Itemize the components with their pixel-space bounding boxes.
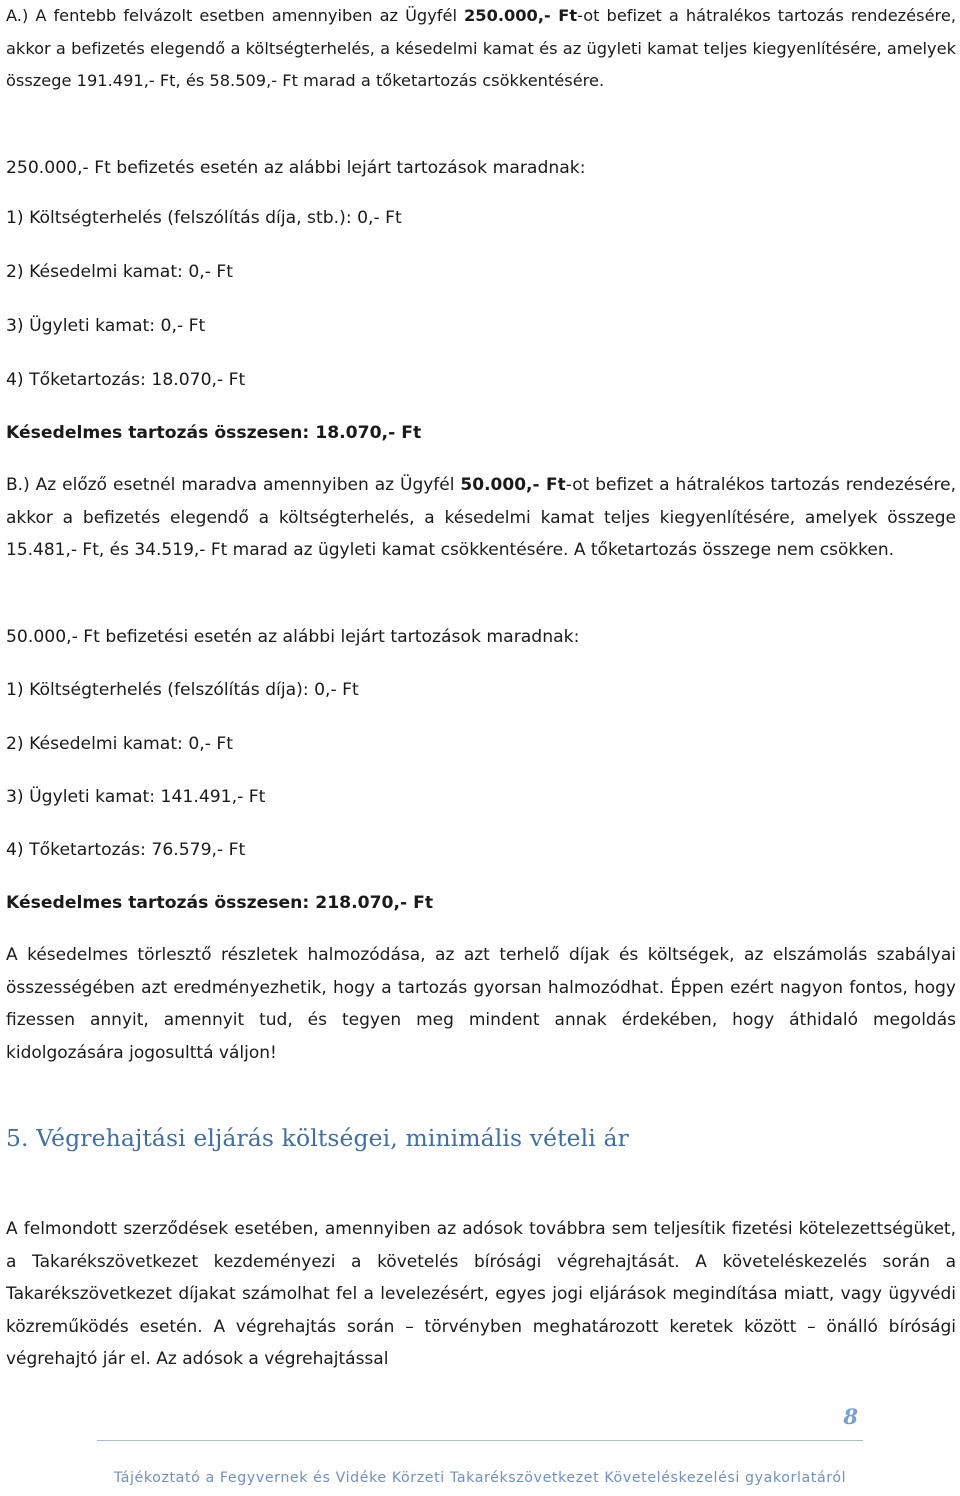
warning-paragraph: A késedelmes törlesztő részletek halmozódása, az azt terhelő díjak és költségek, az elszámolás szabályai összességében azt eredményezhetik, hogy a tartozás gyorsan halmozódhat. Éppen ezért nagyon fontos, hogy fizessen annyit, amennyit tud, és tegyen meg mindent annak érdekében, hogy áthidaló megoldás kidolgozására jogosulttá váljon!: [6, 945, 956, 1063]
case-a-text-1: A.) A fentebb felvázolt esetben amennyiben az Ügyfél: [6, 6, 465, 25]
case-b-item-2: 2) Késedelmi kamat: 0,- Ft: [6, 734, 234, 754]
case-a-amount: 250.000,- Ft: [464, 6, 578, 25]
section-5-paragraph: A felmondott szerződések esetében, amennyiben az adósok továbbra sem teljesítik fizetési kötelezettségüket, a Takarékszövetkezet kezdeményezi a követelés bírósági végrehajtását. A követeléskezelés során a Takarékszövetkezet díjakat számolhat fel a levelezésért, egyes jogi eljárások megindítása miatt, vagy ügyvédi közreműködés esetén. A végrehajtás során – törvényben meghatározott keretek között – önálló bírósági végrehajtó jár el. Az adósok a végrehajtással: [6, 1219, 956, 1369]
case-b-text-2: -ot befizet a hátralékos tartozás rendezésére, akkor a befizetés elegendő a költségterhelés, a késedelmi kamat teljes kiegyenlítésére, amelyek összege 15.481,- Ft, és 34.519,- Ft marad az ügyleti kamat csökkentésére. A tőketartozás összege nem csökken.: [6, 475, 956, 560]
case-b-item-4: 4) Tőketartozás: 76.579,- Ft: [6, 840, 246, 860]
case-a-paragraph: [6, 0, 956, 98]
case-b-item-1: 1) Költségterhelés (felszólítás díja): 0,- Ft: [6, 680, 359, 700]
section-5-heading: 5. Végrehajtási eljárás költségei, minimális vételi ár: [6, 1124, 629, 1152]
case-b-item-3: 3) Ügyleti kamat: 141.491,- Ft: [6, 787, 266, 807]
page-number: 8: [843, 1404, 858, 1429]
case-a-item-1: 1) Költségterhelés (felszólítás díja, stb.): 0,- Ft: [6, 208, 402, 228]
case-b-paragraph: [6, 469, 956, 567]
case-a-intro: 250.000,- Ft befizetés esetén az alábbi lejárt tartozások maradnak:: [6, 158, 586, 178]
case-b-text-1: B.) Az előző esetnél maradva amennyiben az Ügyfél: [6, 475, 461, 495]
case-a-text-2: -ot befizet a hátralékos tartozás rendezésére, akkor a befizetés elegendő a költségterhelés, a késedelmi kamat és az ügyleti kamat teljes kiegyenlítésére, amelyek összege 191.491,- Ft, és 58.509,- Ft marad a tőketartozás csökkentésére.: [6, 6, 956, 90]
case-a-total: Késedelmes tartozás összesen: 18.070,- Ft: [6, 423, 422, 443]
footer-text: Tájékoztató a Fegyvernek és Vidéke Körzeti Takarékszövetkezet Követeléskezelési gyakorlatáról: [113, 1470, 847, 1486]
case-a-item-3: 3) Ügyleti kamat: 0,- Ft: [6, 316, 206, 336]
case-b-total: Késedelmes tartozás összesen: 218.070,- Ft: [6, 893, 434, 913]
footer-rule: [97, 1440, 863, 1441]
case-b-intro: 50.000,- Ft befizetési esetén az alábbi lejárt tartozások maradnak:: [6, 627, 580, 647]
case-a-item-4: 4) Tőketartozás: 18.070,- Ft: [6, 370, 246, 390]
case-a-item-2: 2) Késedelmi kamat: 0,- Ft: [6, 262, 234, 282]
case-b-amount: 50.000,- Ft: [460, 475, 566, 495]
